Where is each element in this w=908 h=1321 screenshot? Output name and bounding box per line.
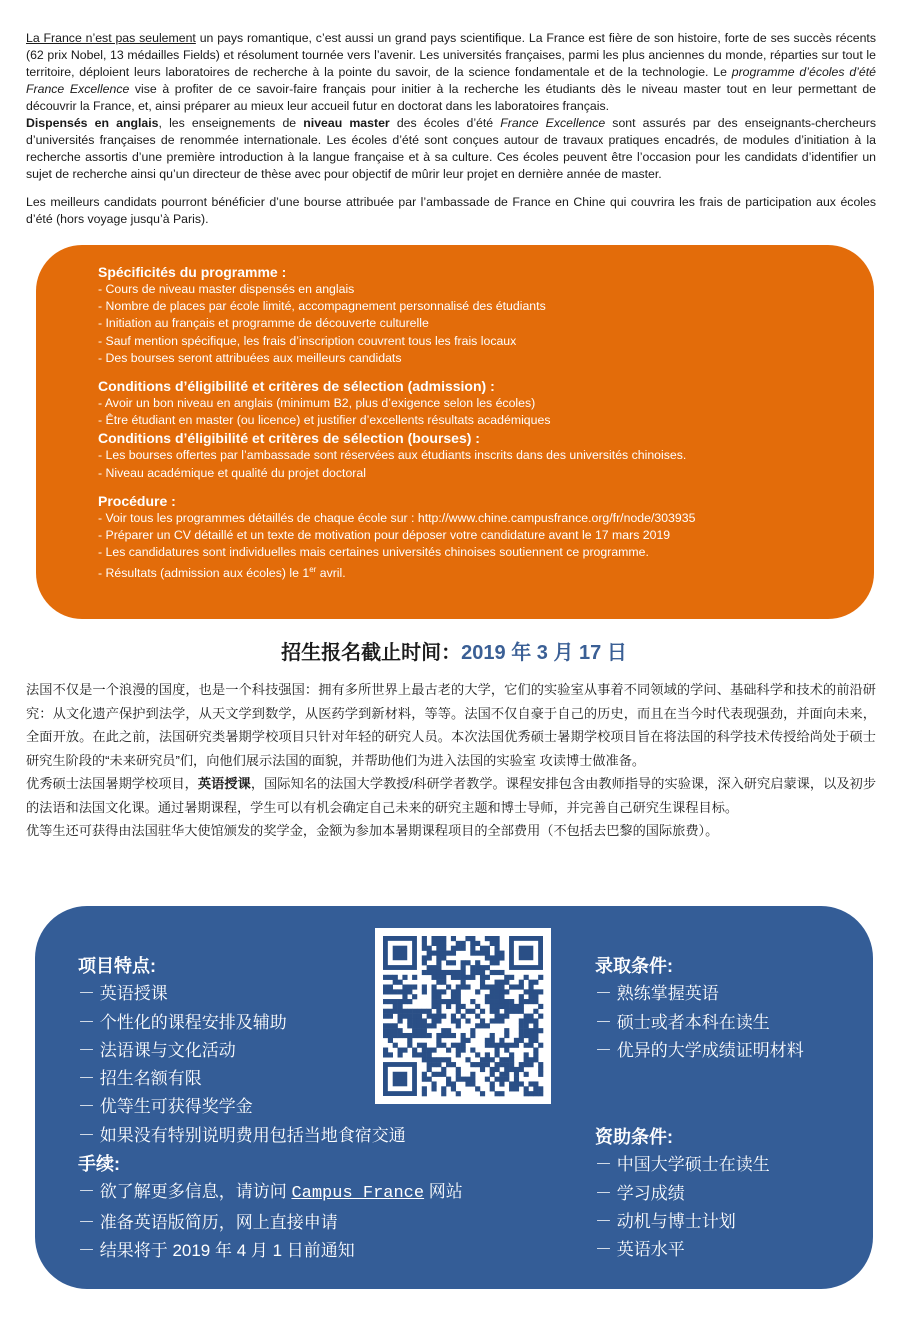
intro-text-3: , les enseignements de [158, 116, 304, 130]
funding-column [595, 1123, 770, 1264]
intro-text-1: un pays romantique, c’est aussi un grand pays scientifique. La France est fière de son histoire, forte de ses succès récents (62 prix Nobel, 13 médailles Fields) et résolument tournée vers l’avenir. Les universités françaises, parmi les plus anciennes du monde, réparties sur tout le territoire, déploient leurs laboratoires de recherche à la pointe du savoir, de la science fondamentale et de la technologie. Le [26, 31, 876, 79]
funding-title: 资助条件: [595, 1127, 673, 1147]
program-info-content [98, 263, 858, 583]
deadline-title [0, 636, 908, 665]
cn-p2-pre: 优秀硕士法国暑期学校项目， [26, 776, 198, 791]
procedure-item: - Voir tous les programmes détaillés de chaque école sur : http://www.chine.campusfrance.org/fr/node/303935 [98, 510, 696, 525]
french-intro [26, 30, 876, 183]
specifics-item: - Cours de niveau master dispensés en anglais [98, 282, 355, 296]
procedure-item: － 准备英语版简历，网上直接申请 [78, 1212, 338, 1232]
procedure-title: 手续: [78, 1154, 120, 1175]
intro-bold-english: Dispensés en anglais [26, 116, 159, 130]
procedure-item-results [98, 561, 858, 582]
procedure-link-post: 网站 [424, 1182, 463, 1202]
feature-item: － 英语授课 [78, 984, 168, 1004]
procedure-item-link [78, 1178, 463, 1208]
funding-item: － 学习成绩 [595, 1183, 685, 1203]
intro-underlined: La France n’est pas seulement [26, 31, 196, 45]
campus-france-link[interactable]: Campus France [291, 1184, 425, 1204]
admission-item: － 优异的大学成绩证明材料 [595, 1040, 804, 1060]
cn-p2-post: ，国际知名的法国大学教授/科研学者教学。课程安排包含由教师指导的实验课，深入研究启蒙课，以及初步的法语和法国文化课。通过暑期课程，学生可以有机会确定自己未来的研究主题和博士导师，并完善自己研究生课程目标。 [26, 776, 877, 815]
results-text-end: avril. [316, 566, 346, 581]
features-title: 项目特点: [78, 956, 156, 976]
program-info-box [36, 245, 874, 619]
french-intro-paragraph [26, 30, 876, 183]
cn-paragraph-3: 优等生还可获得由法国驻华大使馆颁发的奖学金，金额为参加本暑期课程项目的全部费用（不包括去巴黎的国际旅费）。 [26, 823, 719, 838]
procedure-item: - Préparer un CV détaillé et un texte de motivation pour déposer votre candidature avant le 17 mars 2019 [98, 528, 671, 543]
scholarship-heading: Conditions d’éligibilité et critères de sélection (bourses) : [98, 430, 480, 447]
french-grant [26, 194, 876, 228]
procedure-link-pre: － 欲了解更多信息，请访问 [78, 1182, 292, 1202]
admission-item: － 熟练掌握英语 [595, 984, 719, 1004]
feature-item: － 如果没有特别说明费用包括当地食宿交通 [78, 1125, 406, 1145]
procedure-heading: Procédure : [98, 492, 176, 509]
cn-paragraph-1: 法国不仅是一个浪漫的国度，也是一个科技强国：拥有多所世界上最古老的大学，它们的实验室从事着不同领域的学问、基础科学和技术的前沿研究：从文化遗产保护到法学，从天文学到数学，从医药学到新材料，等等。法国不仅自豪于自己的历史，而且在当今时代表现强劲，并面向未来，全面开放。在此之前，法国研究类暑期学校项目只针对年轻的研究人员。本次法国优秀硕士暑期学校项目旨在将法国的科学技术传授给尚处于硕士研究生阶段的“未来研究员”们，向他们展示法国的面貌，并帮助他们为进入法国的实验室 攻读博士做准备。 [26, 682, 876, 768]
specifics-item: - Des bourses seront attribuées aux meilleurs candidats [98, 350, 402, 365]
feature-item: － 招生名额有限 [78, 1069, 202, 1089]
intro-italic-fe: France Excellence [500, 116, 606, 130]
procedure-item: - Les candidatures sont individuelles mais certaines universités chinoises soutiennent ce programme. [98, 545, 649, 560]
intro-bold-master: niveau master [303, 116, 390, 130]
funding-item: － 英语水平 [595, 1240, 685, 1260]
admission-item: - Avoir un bon niveau en anglais (minimum B2, plus d’exigence selon les écoles) [98, 396, 536, 411]
qr-code-icon [375, 928, 551, 1104]
intro-text-5: sont assurés par des enseignants-chercheurs d’universités françaises de renommée internationale. Les écoles d’été sont conçues autour de travaux pratiques encadrés, de modules d’initiation à la recherche assortis d’une première introduction à la langue française et à sa culture. Ces écoles peuvent être l’occasion pour les candidats d’identifier un sujet de recherche ainsi qu’un directeur de thèse avec pour objectif de mûrir leur projet en dernière année de master. [26, 116, 876, 181]
specifics-item: - Initiation au français et programme de découverte culturelle [98, 316, 429, 331]
feature-item: － 法语课与文化活动 [78, 1040, 236, 1060]
admission-column [595, 952, 804, 1065]
admission-item: － 硕士或者本科在读生 [595, 1012, 770, 1032]
chinese-info-box [35, 906, 873, 1289]
qr-code-graphic [375, 928, 551, 1104]
chinese-intro [26, 678, 876, 843]
feature-item: － 优等生可获得奖学金 [78, 1097, 253, 1117]
admission-item: - Être étudiant en master (ou licence) et justifier d’excellents résultats académiques [98, 413, 551, 428]
specifics-item: - Nombre de places par école limité, accompagnement personnalisé des étudiants [98, 299, 546, 314]
cn-paragraph-2 [26, 772, 876, 819]
results-sup: er [309, 565, 317, 575]
funding-item: － 动机与博士计划 [595, 1211, 736, 1231]
scholarship-item: - Niveau académique et qualité du projet doctoral [98, 465, 366, 480]
deadline-date: 2019 年 3 月 17 日 [461, 642, 627, 664]
procedure-item: － 结果将于 2019 年 4 月 1 日前通知 [78, 1240, 355, 1260]
results-text: - Résultats (admission aux écoles) le 1 [98, 566, 310, 581]
feature-item: － 个性化的课程安排及辅助 [78, 1012, 287, 1032]
grant-paragraph: Les meilleurs candidats pourront bénéficier d’une bourse attribuée par l’ambassade de France en Chine qui couvrira les frais de participation aux écoles d’été (hors voyage jusqu’à Paris). [26, 195, 876, 226]
admission-heading: Conditions d’éligibilité et critères de sélection (admission) : [98, 378, 495, 395]
specifics-item: - Sauf mention spécifique, les frais d’inscription couvrent tous les frais locaux [98, 333, 517, 348]
specifics-heading: Spécificités du programme : [98, 264, 287, 280]
admission-title: 录取条件: [595, 956, 673, 976]
funding-item: － 中国大学硕士在读生 [595, 1155, 770, 1175]
cn-p2-bold: 英语授课 [197, 776, 251, 791]
deadline-label: 招生报名截止时间： [281, 642, 462, 664]
intro-text-2: vise à profiter de ce savoir-faire français pour initier à la recherche les étudiants dès le niveau master tout en leur permettant de découvrir la France, et, ainsi préparer au mieux leur accueil futur en doctorat dans les laboratoires français. [26, 82, 876, 113]
intro-program-name: programme d’écoles d’été France Excellence [26, 65, 876, 96]
scholarship-item: - Les bourses offertes par l’ambassade sont réservées aux étudiants inscrits dans des universités chinoises. [98, 448, 687, 463]
intro-text-4: des écoles d’été [389, 116, 501, 130]
